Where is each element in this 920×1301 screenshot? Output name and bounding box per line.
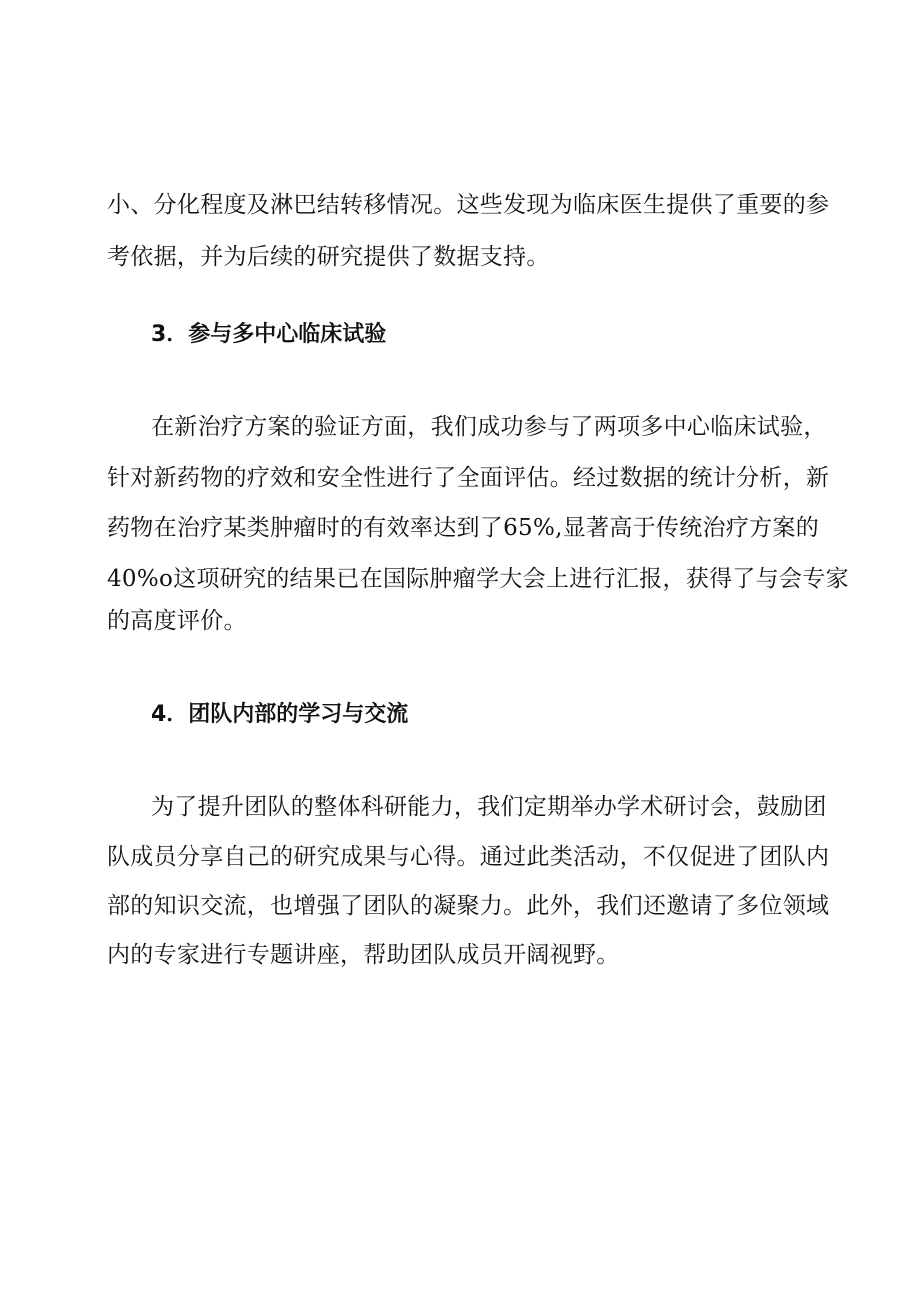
paragraph-line: 的高度评价。 <box>107 608 247 634</box>
paragraph-line: 部的知识交流，也增强了团队的凝聚力。此外，我们还邀请了多位领域 <box>107 893 830 919</box>
paragraph-line: 内的专家进行专题讲座，帮助团队成员开阔视野。 <box>107 942 620 968</box>
paragraph-line: 为了提升团队的整体科研能力，我们定期举办学术研讨会，鼓励团 <box>151 794 827 820</box>
paragraph-line: 药物在治疗某类肿瘤时的有效率达到了65%,显著高于传统治疗方案的 <box>107 515 820 541</box>
paragraph-line: 考依据，并为后续的研究提供了数据支持。 <box>107 244 550 270</box>
paragraph-line: 队成员分享自己的研究成果与心得。通过此类活动，不仅促进了团队内 <box>107 844 830 870</box>
section-3-heading: 3．参与多中心临床试验 <box>151 322 387 347</box>
paragraph-line: 在新治疗方案的验证方面，我们成功参与了两项多中心临床试验， <box>151 414 827 440</box>
paragraph-line: 40%o这项研究的结果已在国际肿瘤学大会上进行汇报，获得了与会专家 <box>107 566 849 592</box>
section-4-heading: 4．团队内部的学习与交流 <box>151 702 409 727</box>
paragraph-line: 针对新药物的疗效和安全性进行了全面评估。经过数据的统计分析，新 <box>107 465 830 491</box>
paragraph-line: 小、分化程度及淋巴结转移情况。这些发现为临床医生提供了重要的参 <box>107 192 830 218</box>
